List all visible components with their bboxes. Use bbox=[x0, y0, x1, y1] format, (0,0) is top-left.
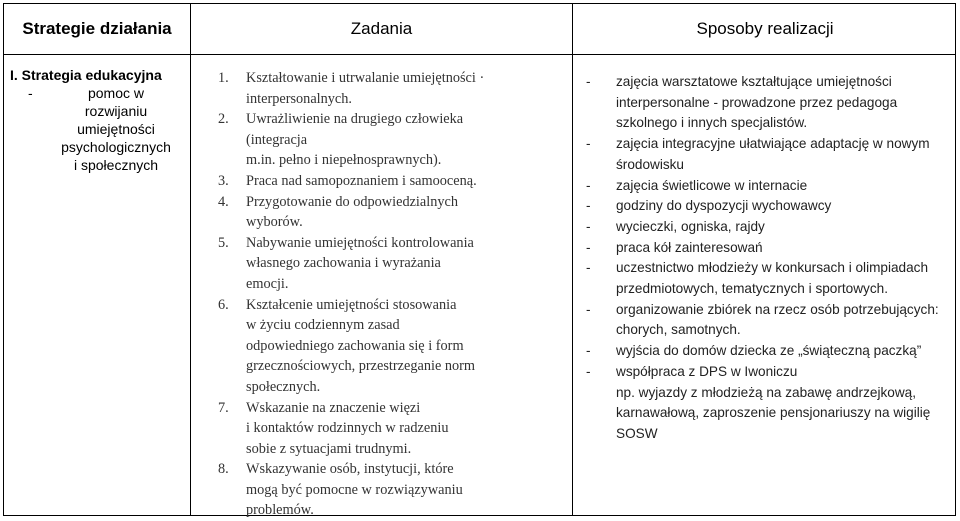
method-item bbox=[586, 176, 956, 197]
bullet-dash bbox=[586, 383, 616, 445]
strategy-description: pomoc w rozwijaniu umiejętności psychologicznych i społecznych bbox=[61, 85, 171, 173]
task-line: Przygotowanie do odpowiedzialnych wyborów. bbox=[246, 193, 459, 231]
header-tasks: Zadania bbox=[350, 19, 413, 38]
task-item bbox=[218, 68, 548, 109]
method-text bbox=[616, 72, 946, 134]
task-item bbox=[218, 295, 548, 398]
task-number: 5. bbox=[218, 234, 229, 251]
task-line: Kształtowanie i utrwalanie umiejętności · bbox=[246, 70, 485, 86]
header-methods: Sposoby realizacji bbox=[696, 19, 834, 38]
column-divider bbox=[190, 4, 191, 515]
method-line: szkolnego i innych specjalistów. bbox=[616, 115, 808, 131]
bullet-dash: - bbox=[586, 343, 591, 359]
task-line: Wskazanie na znaczenie więzi bbox=[246, 399, 421, 416]
task-line: odpowiedniego zachowania się i form bbox=[246, 337, 464, 354]
task-line: Praca nad samopoznaniem i samooceną. bbox=[246, 172, 477, 189]
task-line: Kształcenie umiejętności stosowania bbox=[246, 296, 457, 313]
bullet-dash: - bbox=[586, 218, 591, 234]
method-line: zajęcia warsztatowe kształtujące umiejętności bbox=[616, 74, 892, 89]
bullet-dash: - bbox=[586, 363, 591, 379]
header-strategies: Strategie działania bbox=[22, 19, 172, 38]
bullet-dash: - bbox=[586, 136, 591, 152]
method-line: praca kół zainteresowań bbox=[616, 239, 763, 255]
task-text bbox=[246, 192, 516, 233]
column-divider bbox=[572, 4, 573, 515]
method-line: chorych, samotnych. bbox=[616, 322, 741, 338]
task-text bbox=[246, 295, 516, 398]
method-text bbox=[616, 134, 946, 175]
method-line: SOSW bbox=[616, 425, 658, 441]
method-text bbox=[616, 217, 946, 238]
method-line: wyjścia do domów dziecka ze „świąteczną paczką” bbox=[616, 343, 922, 359]
task-line: Uwrażliwienie na drugiego człowieka (integracja bbox=[246, 111, 464, 148]
task-number: 7. bbox=[218, 399, 229, 416]
method-text bbox=[616, 300, 946, 341]
method-item bbox=[586, 217, 956, 238]
method-item bbox=[586, 383, 956, 445]
task-text bbox=[246, 398, 516, 460]
task-line: grzecznościowych, przestrzeganie norm bbox=[246, 358, 476, 375]
method-line: zajęcia integracyjne ułatwiające adaptację w nowym bbox=[616, 136, 930, 152]
task-number: 6. bbox=[218, 296, 229, 313]
method-line: wycieczki, ogniska, rajdy bbox=[616, 218, 765, 234]
task-item bbox=[218, 192, 548, 233]
task-text bbox=[246, 171, 516, 192]
method-text bbox=[616, 362, 946, 383]
method-line: przedmiotowych, tematycznych i sportowych. bbox=[616, 281, 888, 297]
task-line: interpersonalnych. bbox=[246, 90, 352, 107]
task-item bbox=[218, 233, 548, 295]
strategy-cell bbox=[10, 66, 185, 174]
task-text bbox=[246, 233, 516, 295]
methods-list bbox=[586, 72, 956, 445]
method-item bbox=[586, 134, 956, 175]
method-line: uczestnictwo młodzieży w konkursach i olimpiadach bbox=[616, 260, 929, 276]
method-item bbox=[586, 196, 956, 217]
task-number: 2. bbox=[218, 111, 229, 128]
bullet-dash: - bbox=[586, 177, 591, 193]
task-text bbox=[246, 68, 516, 109]
bullet-dash: - bbox=[586, 74, 591, 89]
method-line: interpersonalne - prowadzone przez pedagoga bbox=[616, 94, 898, 110]
method-line: współpraca z DPS w Iwoniczu bbox=[616, 363, 798, 379]
method-item bbox=[586, 258, 956, 299]
bullet-dash: - bbox=[586, 239, 591, 255]
method-item bbox=[586, 72, 956, 134]
task-item bbox=[218, 171, 548, 192]
task-item bbox=[218, 109, 548, 171]
tasks-list bbox=[218, 68, 548, 521]
method-item bbox=[586, 341, 956, 362]
method-line: karnawałową, zaproszenie pensjonariuszy na wigilię bbox=[616, 405, 931, 421]
method-line: np. wyjazdy z młodzieżą na zabawę andrzejkową, bbox=[616, 384, 916, 400]
task-number: 4. bbox=[218, 193, 229, 210]
method-line: zajęcia świetlicowe w internacie bbox=[616, 177, 808, 193]
task-text bbox=[246, 109, 516, 171]
task-line: Wskazywanie osób, instytucji, które bbox=[246, 461, 454, 478]
task-text bbox=[246, 459, 516, 521]
task-line: sobie z sytuacjami trudnymi. bbox=[246, 440, 412, 457]
task-line: społecznych. bbox=[246, 378, 321, 395]
task-number: 3. bbox=[218, 172, 229, 189]
bullet-dash: - bbox=[586, 198, 591, 214]
method-text bbox=[616, 341, 946, 362]
method-text bbox=[616, 238, 946, 259]
task-number: 1. bbox=[218, 70, 229, 86]
method-text bbox=[616, 196, 946, 217]
task-number: 8. bbox=[218, 461, 229, 478]
method-text bbox=[616, 258, 946, 299]
bullet-dash: - bbox=[28, 85, 33, 101]
method-line: organizowanie zbiórek na rzecz osób potrzebujących: bbox=[616, 301, 939, 317]
method-text bbox=[616, 176, 946, 197]
strategy-title: I. Strategia edukacyjna bbox=[10, 67, 162, 83]
task-line: Nabywanie umiejętności kontrolowania bbox=[246, 234, 474, 251]
method-item bbox=[586, 300, 956, 341]
task-line: mogą być pomocne w rozwiązywaniu bbox=[246, 481, 463, 498]
task-line: m.in. pełno i niepełnosprawnych). bbox=[246, 152, 442, 169]
method-text bbox=[616, 383, 946, 445]
method-item bbox=[586, 362, 956, 383]
method-item bbox=[586, 238, 956, 259]
task-line: emocji. bbox=[246, 275, 289, 292]
method-line: środowisku bbox=[616, 156, 684, 172]
task-item bbox=[218, 398, 548, 460]
task-line: problemów. bbox=[246, 502, 314, 519]
task-item bbox=[218, 459, 548, 521]
header-divider bbox=[4, 54, 955, 55]
bullet-dash: - bbox=[586, 260, 591, 276]
bullet-dash: - bbox=[586, 301, 591, 317]
method-line: godziny do dyspozycji wychowawcy bbox=[616, 198, 832, 214]
task-line: i kontaktów rodzinnych w radzeniu bbox=[246, 420, 449, 437]
strategy-table bbox=[3, 3, 956, 519]
task-line: w życiu codziennym zasad bbox=[246, 317, 400, 334]
task-line: własnego zachowania i wyrażania bbox=[246, 255, 441, 272]
